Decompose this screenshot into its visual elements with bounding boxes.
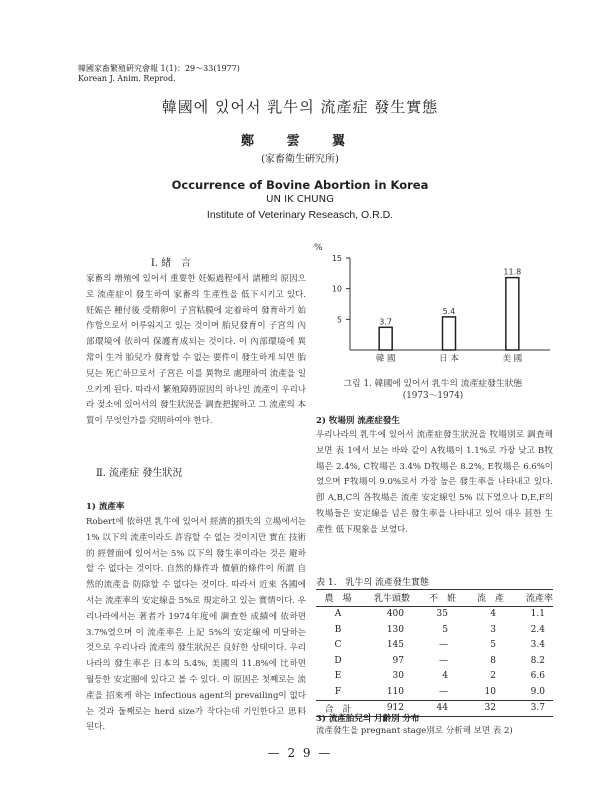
subsection-abortion-rate: 1) 流產率 [86, 502, 125, 512]
table1-cell-abortion: 3 [490, 624, 496, 635]
table1-header-infertile: 不 姙 [428, 594, 456, 605]
table1-cell-cows: 145 [386, 640, 404, 651]
table1-cell-farm: C [334, 640, 342, 651]
table1-cell-rate: 8.2 [530, 655, 545, 666]
subsection-abortion-rate-body: Robert에 依하면 乳牛에 있어서 經濟的損失의 立場에서는 1% 以下의 流產이라도 許容할 수 없는 것이지만 實在 技術的 經營面에 있어서는 5% 以下의 發生率이라는 것은 避하할 수 없다는 것이다. 自然的條件과 價値的條件이 所謂 自然的流產을 防除할 수 없다는 것이다. 따라서 近來 各國에서는 流產率의 安定線을 5%로 規定하고 있는 實情이다. 우리나라에서는 著者가 1974年度에 調査한 成績에 依하면 3.7%였으며 이 流產率은 上記 5%의 安定線에 미달하는 것으로 우리나라 流產의 發生狀況은 良好한 상태이다. 우리나라의 發生率은 日本의 5.4%, 美國의 11.8%에 比하면 월등한 安定圈에 있다고 볼 수 있다. 이 原因은 첫째로는 流產을 招來케 하는 infectious agent의 prevailing이 없다는 것과 둘째로는 herd size가 작다는데 기인한다고 思料된다. [86, 517, 306, 733]
table1-cell-rate: 3.4 [530, 640, 545, 651]
table1-cell-farm: A [334, 609, 342, 620]
table-row [316, 669, 553, 685]
table1-cell-infertile: — [439, 686, 448, 697]
section2-heading: Ⅱ. 流產症 發生狀況 [96, 468, 183, 479]
institute-english: Institute of Veterinary Reseasch, O.R.D. [206, 209, 394, 221]
figure1-caption [318, 378, 548, 402]
journal-name-ko: 韓國家畜繁殖硏究會報 1(1)：29～33(1977) [78, 64, 240, 73]
page-number: — 2 9 — [267, 746, 333, 760]
table-row [316, 638, 553, 654]
table1-cell-farm: F [334, 686, 342, 697]
table1-cell-cows: 130 [386, 624, 404, 635]
section1-body: 家畜의 增殖에 있어서 重要한 妊娠過程에서 諸種의 原因으로 流產症이 發生하여 家畜의 生產性을 低下시키고 있다. 妊娠은 種付後 受精卵이 子宮粘膜에 定着하여 發育하기 始作함으로서 이루워지고 있는 것이며 胎兒發育이 子宮의 內部環境에 依하여 保護育成되는 것이다. 이 內部環境에 異常이 生겨 胎兒가 發育할 수 없는 要件이 發生하게 되면 胎兒는 死亡하므로서 子宮은 이를 異物로 處理하여 流產을 일으키게 된다. 따라서 繁殖障碍原因의 하나인 流產이 우리나라 젖소에 있어서의 發生狀況을 調査把握하고 그 流產의 本質이 무엇인가를 究明하여야 한다. [86, 274, 306, 427]
table-row [316, 606, 553, 622]
table1-cell-cows: 110 [386, 686, 404, 697]
table1-total-label: 合 計 [324, 704, 352, 715]
table1-cell-abortion: 10 [484, 686, 496, 697]
title-english: Occurrence of Bovine Abortion in Korea [171, 178, 429, 192]
title-korean: 韓國에 있어서 乳牛의 流產症 發生實態 [161, 98, 439, 116]
subsection-farm-abortion: 2) 牧場別 流產症發生 [316, 416, 400, 426]
table1-cell-farm: D [334, 655, 342, 666]
table1-cell-farm: B [334, 624, 342, 635]
section1-heading: Ⅰ. 緖 言 [150, 258, 192, 269]
table1-total-infertile: 44 [436, 703, 448, 714]
table1-cell-rate: 6.6 [530, 671, 545, 682]
chart-y-axis-unit: % [314, 243, 323, 253]
table1-cell-abortion: 8 [490, 655, 496, 666]
chart-bar [506, 278, 519, 350]
subsection-monthly-distribution: 3) 流產胎兒의 月齡別 分布 [316, 714, 420, 724]
author-english: UN IK CHUNG [266, 194, 334, 205]
figure1-caption-title: 그림 1. 韓國에 있어서 乳牛의 流產症發生狀態 [343, 379, 523, 389]
table1-cell-rate: 2.4 [530, 624, 545, 635]
table1-cell-rate: 1.1 [530, 609, 545, 620]
chart-y-tick-label: 10 [331, 284, 342, 294]
table1-total-rate: 3.7 [530, 703, 545, 714]
table1 [316, 589, 553, 717]
table1-header-abortion: 流 產 [476, 594, 504, 605]
table1-cell-infertile: — [439, 640, 448, 651]
table1-header-rate: 流產率 [525, 594, 553, 605]
chart-bar [443, 317, 456, 350]
journal-name-en: Korean J. Anim. Reprod. [78, 74, 176, 83]
table1-cell-rate: 9.0 [530, 686, 545, 697]
figure1-caption-period: (1973～1974) [402, 391, 464, 401]
subsection-monthly-distribution-body: 流產發生을 pregnant stage別로 分析해 보면 表 2) [316, 726, 513, 736]
author-korean: 鄭 雲 翼 [240, 134, 360, 149]
table1-cell-farm: E [334, 671, 342, 682]
table1-cell-infertile: 35 [436, 609, 448, 620]
institute-korean: (家畜衛生硏究所) [261, 154, 339, 165]
chart-category-label: 韓 國 [375, 354, 396, 364]
table1-title: 表 1. 乳牛의 流產發生實態 [316, 578, 430, 588]
table1-cell-cows: 97 [392, 655, 404, 666]
table1-cell-cows: 400 [386, 609, 404, 620]
table-row [316, 622, 553, 638]
chart-category-label: 美 國 [502, 354, 523, 364]
subsection-farm-abortion-body: 우리나라의 乳牛에 있어서 流產症發生狀況을 牧場別로 調査해 보면 表 1에서 보는 바와 같이 A牧場이 1.1%로 가장 낮고 B牧場은 2.4%, C牧場은 3.4% D牧場은 8.2%, E牧場은 6.6%이였으며 F牧場이 9.0%로서 가장 높은 發生率을 나타내고 있다. 卽 A,B,C의 各牧場은 流產 安定線인 5% 以下였으나 D,E,F의 牧場들은 安定線을 넘은 發生率을 나타내고 있어 대우 甚한 生產性 低下現象을 보였다. [316, 430, 553, 535]
table1-cell-cows: 30 [392, 671, 404, 682]
chart-y-tick-label: 5 [336, 315, 342, 325]
chart-bar [379, 327, 392, 350]
table1-cell-abortion: 5 [490, 640, 496, 651]
table1-total-abortion: 32 [484, 703, 496, 714]
table1-cell-abortion: 4 [490, 609, 496, 620]
table1-cell-abortion: 2 [490, 671, 496, 682]
table1-cell-infertile: 4 [442, 671, 448, 682]
table1-cell-infertile: — [439, 655, 448, 666]
table1-header-row [316, 590, 553, 607]
bar-chart-abortion-rate [310, 238, 555, 368]
chart-value-label: 11.8 [503, 267, 522, 277]
table1-header-farm: 農 場 [324, 594, 352, 605]
chart-value-label: 3.7 [379, 317, 393, 327]
chart-y-tick-label: 15 [331, 254, 342, 263]
table1-cell-infertile: 5 [442, 624, 448, 635]
chart-value-label: 5.4 [442, 306, 456, 316]
table-row [316, 653, 553, 669]
journal-header [78, 64, 240, 84]
table1-header-cows: 乳牛頭數 [373, 594, 410, 605]
table1-total-cows: 912 [386, 703, 404, 714]
chart-category-label: 日 本 [439, 354, 459, 364]
table-row [316, 684, 553, 700]
